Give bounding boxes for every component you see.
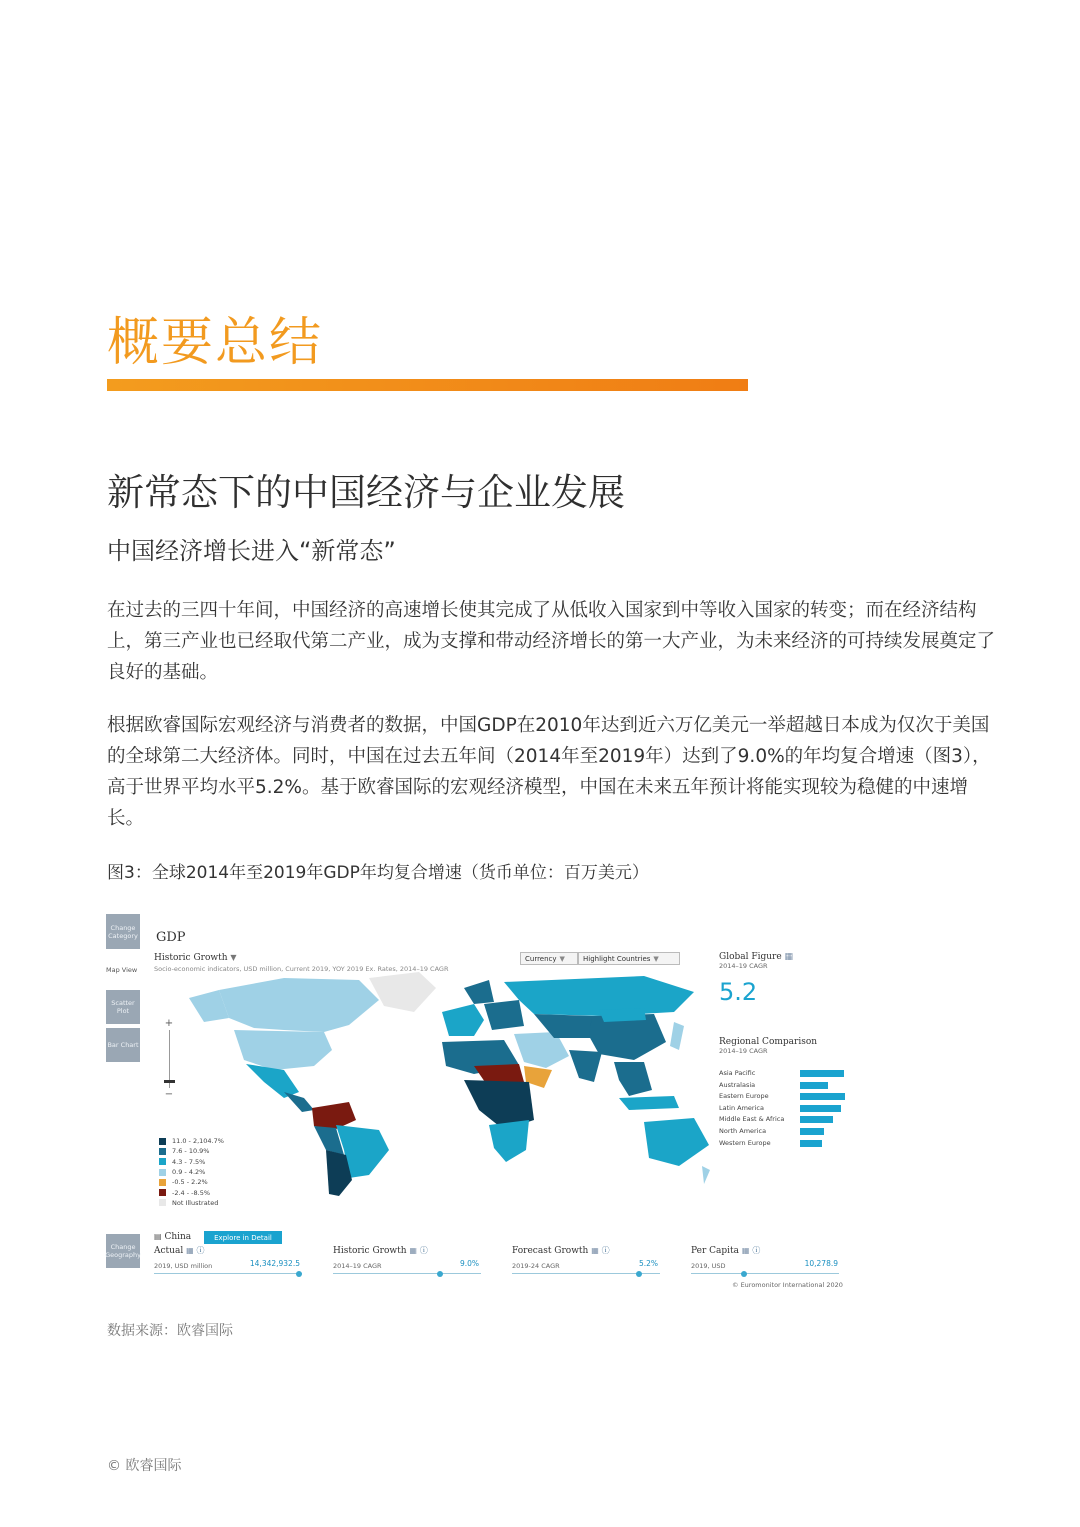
region-bar: [800, 1128, 824, 1135]
per-capita-slider[interactable]: [691, 1273, 839, 1274]
explore-in-detail-button[interactable]: Explore in Detail: [204, 1231, 282, 1244]
map-region-indonesia: [619, 1096, 679, 1110]
info-icon[interactable]: ⓘ: [196, 1246, 205, 1255]
map-region-southern-africa: [489, 1120, 529, 1162]
region-bar: [800, 1070, 844, 1077]
region-label: Western Europe: [719, 1138, 771, 1147]
regional-comparison-label: Regional Comparison: [719, 1037, 818, 1047]
map-region-colombia-venezuela: [312, 1102, 356, 1130]
scatter-plot-button[interactable]: Scatter Plot: [106, 990, 140, 1024]
historic-growth-label: Historic Growth: [154, 953, 228, 963]
region-label: Middle East & Africa: [719, 1115, 785, 1124]
map-region-mongolia: [599, 1008, 646, 1022]
region-bar: [800, 1140, 822, 1147]
forecast-growth-metric: [512, 1245, 610, 1256]
region-label: Eastern Europe: [719, 1092, 769, 1101]
paragraph-1: 在过去的三四十年间，中国经济的高速增长使其完成了从低收入国家到中等收入国家的转变；而在经济结构上，第三产业也已经取代第二产业，成为支撑和带动经济增长的第一大产业，为未来经济的可持续发展奠定了良好的基础。: [107, 600, 996, 683]
legend-swatch: [159, 1199, 166, 1206]
figure-caption: 图3：全球2014年至2019年GDP年均复合增速（货币单位：百万美元）: [107, 863, 649, 883]
legend-label: -0.5 - 2.2%: [172, 1178, 208, 1187]
data-grid-icon[interactable]: ▦: [741, 1246, 750, 1255]
change-geography-button[interactable]: Change Geography: [106, 1234, 140, 1268]
dashboard-copyright: © Euromonitor International 2020: [732, 1281, 843, 1289]
legend-label: 0.9 - 4.2%: [172, 1168, 206, 1177]
map-region-western-europe: [442, 1004, 484, 1036]
forecast-growth-sub: 2019-24 CAGR: [512, 1262, 560, 1270]
map-region-new-zealand: [702, 1166, 710, 1184]
data-source: 数据来源：欧睿国际: [107, 1323, 233, 1339]
region-bar: [800, 1105, 841, 1112]
data-grid-icon[interactable]: ▦: [784, 952, 794, 962]
regional-comparison-header: [719, 1037, 817, 1055]
legend-item: [159, 1177, 224, 1187]
legend-item: [159, 1167, 224, 1177]
legend-swatch: [159, 1158, 166, 1165]
zoom-handle[interactable]: [164, 1080, 175, 1083]
historic-growth-metric: [333, 1245, 428, 1256]
per-capita-label: Per Capita: [691, 1246, 740, 1256]
slider-handle[interactable]: [437, 1271, 443, 1277]
map-region-usa: [234, 1030, 332, 1070]
map-region-canada: [219, 978, 379, 1032]
caret-down-icon: ▼: [653, 954, 659, 963]
map-legend: [159, 1136, 224, 1208]
global-figure-value: 5.2: [719, 978, 758, 1006]
regional-comparison-period: 2014–19 CAGR: [719, 1047, 768, 1055]
dashboard-subtitle: Socio-economic indicators, USD million, Current 2019, YOY 2019 Ex. Rates, 2014–19 CAGR: [154, 965, 449, 973]
historic-growth-slider[interactable]: [333, 1273, 481, 1274]
historic-growth-dropdown[interactable]: [154, 953, 237, 963]
historic-growth-sub: 2014–19 CAGR: [333, 1262, 382, 1270]
map-region-eastern-europe: [484, 1000, 524, 1030]
data-grid-icon[interactable]: ▦: [186, 1246, 194, 1255]
map-region-japan: [670, 1022, 684, 1050]
map-region-central-america: [284, 1092, 314, 1112]
per-capita-sub: 2019, USD: [691, 1262, 726, 1270]
actual-metric: [154, 1245, 205, 1256]
region-bar: [800, 1116, 833, 1123]
region-bar: [800, 1093, 845, 1100]
legend-label: 11.0 - 2,104.7%: [172, 1137, 224, 1146]
legend-swatch: [159, 1189, 166, 1196]
global-figure-period: 2014–19 CAGR: [719, 962, 768, 970]
caret-down-icon: ▼: [230, 953, 237, 962]
slider-handle[interactable]: [296, 1271, 302, 1277]
historic-growth-value: 9.0%: [459, 1259, 479, 1268]
legend-item: [159, 1157, 224, 1167]
actual-value: 14,342,932.5: [249, 1259, 300, 1268]
china-label: China: [164, 1232, 192, 1242]
legend-item: [159, 1146, 224, 1156]
forecast-growth-slider[interactable]: [512, 1273, 660, 1274]
page-heading: 新常态下的中国经济与企业发展: [107, 471, 625, 514]
per-capita-value: 10,278.9: [804, 1259, 838, 1268]
info-icon[interactable]: ⓘ: [419, 1246, 428, 1255]
legend-label: 4.3 - 7.5%: [172, 1157, 206, 1166]
legend-item: [159, 1187, 224, 1197]
info-icon[interactable]: ⓘ: [752, 1246, 761, 1255]
slider-handle[interactable]: [636, 1271, 642, 1277]
legend-swatch: [159, 1148, 166, 1155]
world-map[interactable]: [174, 970, 714, 1198]
caret-down-icon: ▼: [559, 954, 565, 963]
legend-label: Not Illustrated: [172, 1198, 219, 1207]
data-grid-icon[interactable]: ▦: [591, 1246, 599, 1255]
china-header: [154, 1232, 191, 1242]
map-region-australia: [644, 1118, 709, 1166]
legend-swatch: [159, 1169, 166, 1176]
currency-label: Currency: [525, 954, 557, 963]
zoom-out-button[interactable]: −: [164, 1089, 174, 1100]
region-bar: [800, 1082, 828, 1089]
global-figure-label: Global Figure: [719, 952, 782, 962]
section-title: 概要总结: [107, 313, 324, 373]
map-region-greenland: [369, 972, 436, 1012]
forecast-growth-value: 5.2%: [638, 1259, 658, 1268]
region-label: North America: [719, 1127, 767, 1135]
change-category-button[interactable]: Change Category: [106, 914, 140, 949]
historic-growth-metric-label: Historic Growth: [333, 1246, 407, 1256]
region-label: Australasia: [719, 1080, 756, 1089]
legend-item: [159, 1198, 224, 1208]
title-underline-bar: [107, 379, 748, 391]
actual-slider[interactable]: [154, 1273, 302, 1274]
dashboard-title: GDP: [156, 930, 186, 945]
legend-swatch: [159, 1138, 166, 1145]
highlight-countries-dropdown[interactable]: [578, 952, 680, 965]
legend-label: -2.4 - -8.5%: [172, 1188, 211, 1197]
highlight-countries-label: Highlight Countries: [583, 954, 651, 963]
actual-sub: 2019, USD million: [154, 1262, 213, 1270]
map-region-mexico: [246, 1064, 299, 1098]
legend-label: 7.6 - 10.9%: [172, 1147, 210, 1156]
forecast-growth-label: Forecast Growth: [512, 1246, 589, 1256]
global-figure-header: [719, 952, 793, 970]
bar-chart-button[interactable]: Bar Chart: [106, 1028, 140, 1062]
region-label: Asia Pacific: [719, 1069, 756, 1077]
footer-copyright: © 欧睿国际: [107, 1458, 182, 1474]
gdp-dashboard-figure: [104, 912, 854, 1294]
subheading: 中国经济增长进入“新常态”: [107, 537, 396, 565]
actual-label: Actual: [154, 1246, 184, 1256]
slider-handle[interactable]: [741, 1271, 747, 1277]
map-view-tab[interactable]: Map View: [106, 966, 138, 974]
legend-swatch: [159, 1179, 166, 1186]
map-region-india: [569, 1050, 602, 1082]
region-label: Latin America: [719, 1103, 764, 1112]
zoom-track[interactable]: [169, 1030, 170, 1088]
zoom-in-button[interactable]: +: [164, 1018, 174, 1029]
currency-dropdown[interactable]: [520, 952, 578, 965]
legend-item: [159, 1136, 224, 1146]
info-icon[interactable]: ⓘ: [601, 1246, 610, 1255]
paragraph-2: 根据欧睿国际宏观经济与消费者的数据，中国GDP在2010年达到近六万亿美元一举超越日本成为仅次于美国的全球第二大经济体。同时，中国在过去五年间（2014年至2019年）达到了9.0%的年均复合增速（图3），高于世界平均水平5.2%。基于欧睿国际的宏观经济模型，中国在未来五年预计将能实现较为稳健的中速增长。: [107, 715, 991, 829]
data-grid-icon[interactable]: ▦: [409, 1246, 417, 1255]
map-region-scandinavia: [464, 980, 494, 1004]
flag-icon: ▤: [154, 1232, 162, 1241]
map-region-southeast-asia: [614, 1062, 652, 1096]
per-capita-metric: [691, 1245, 760, 1256]
